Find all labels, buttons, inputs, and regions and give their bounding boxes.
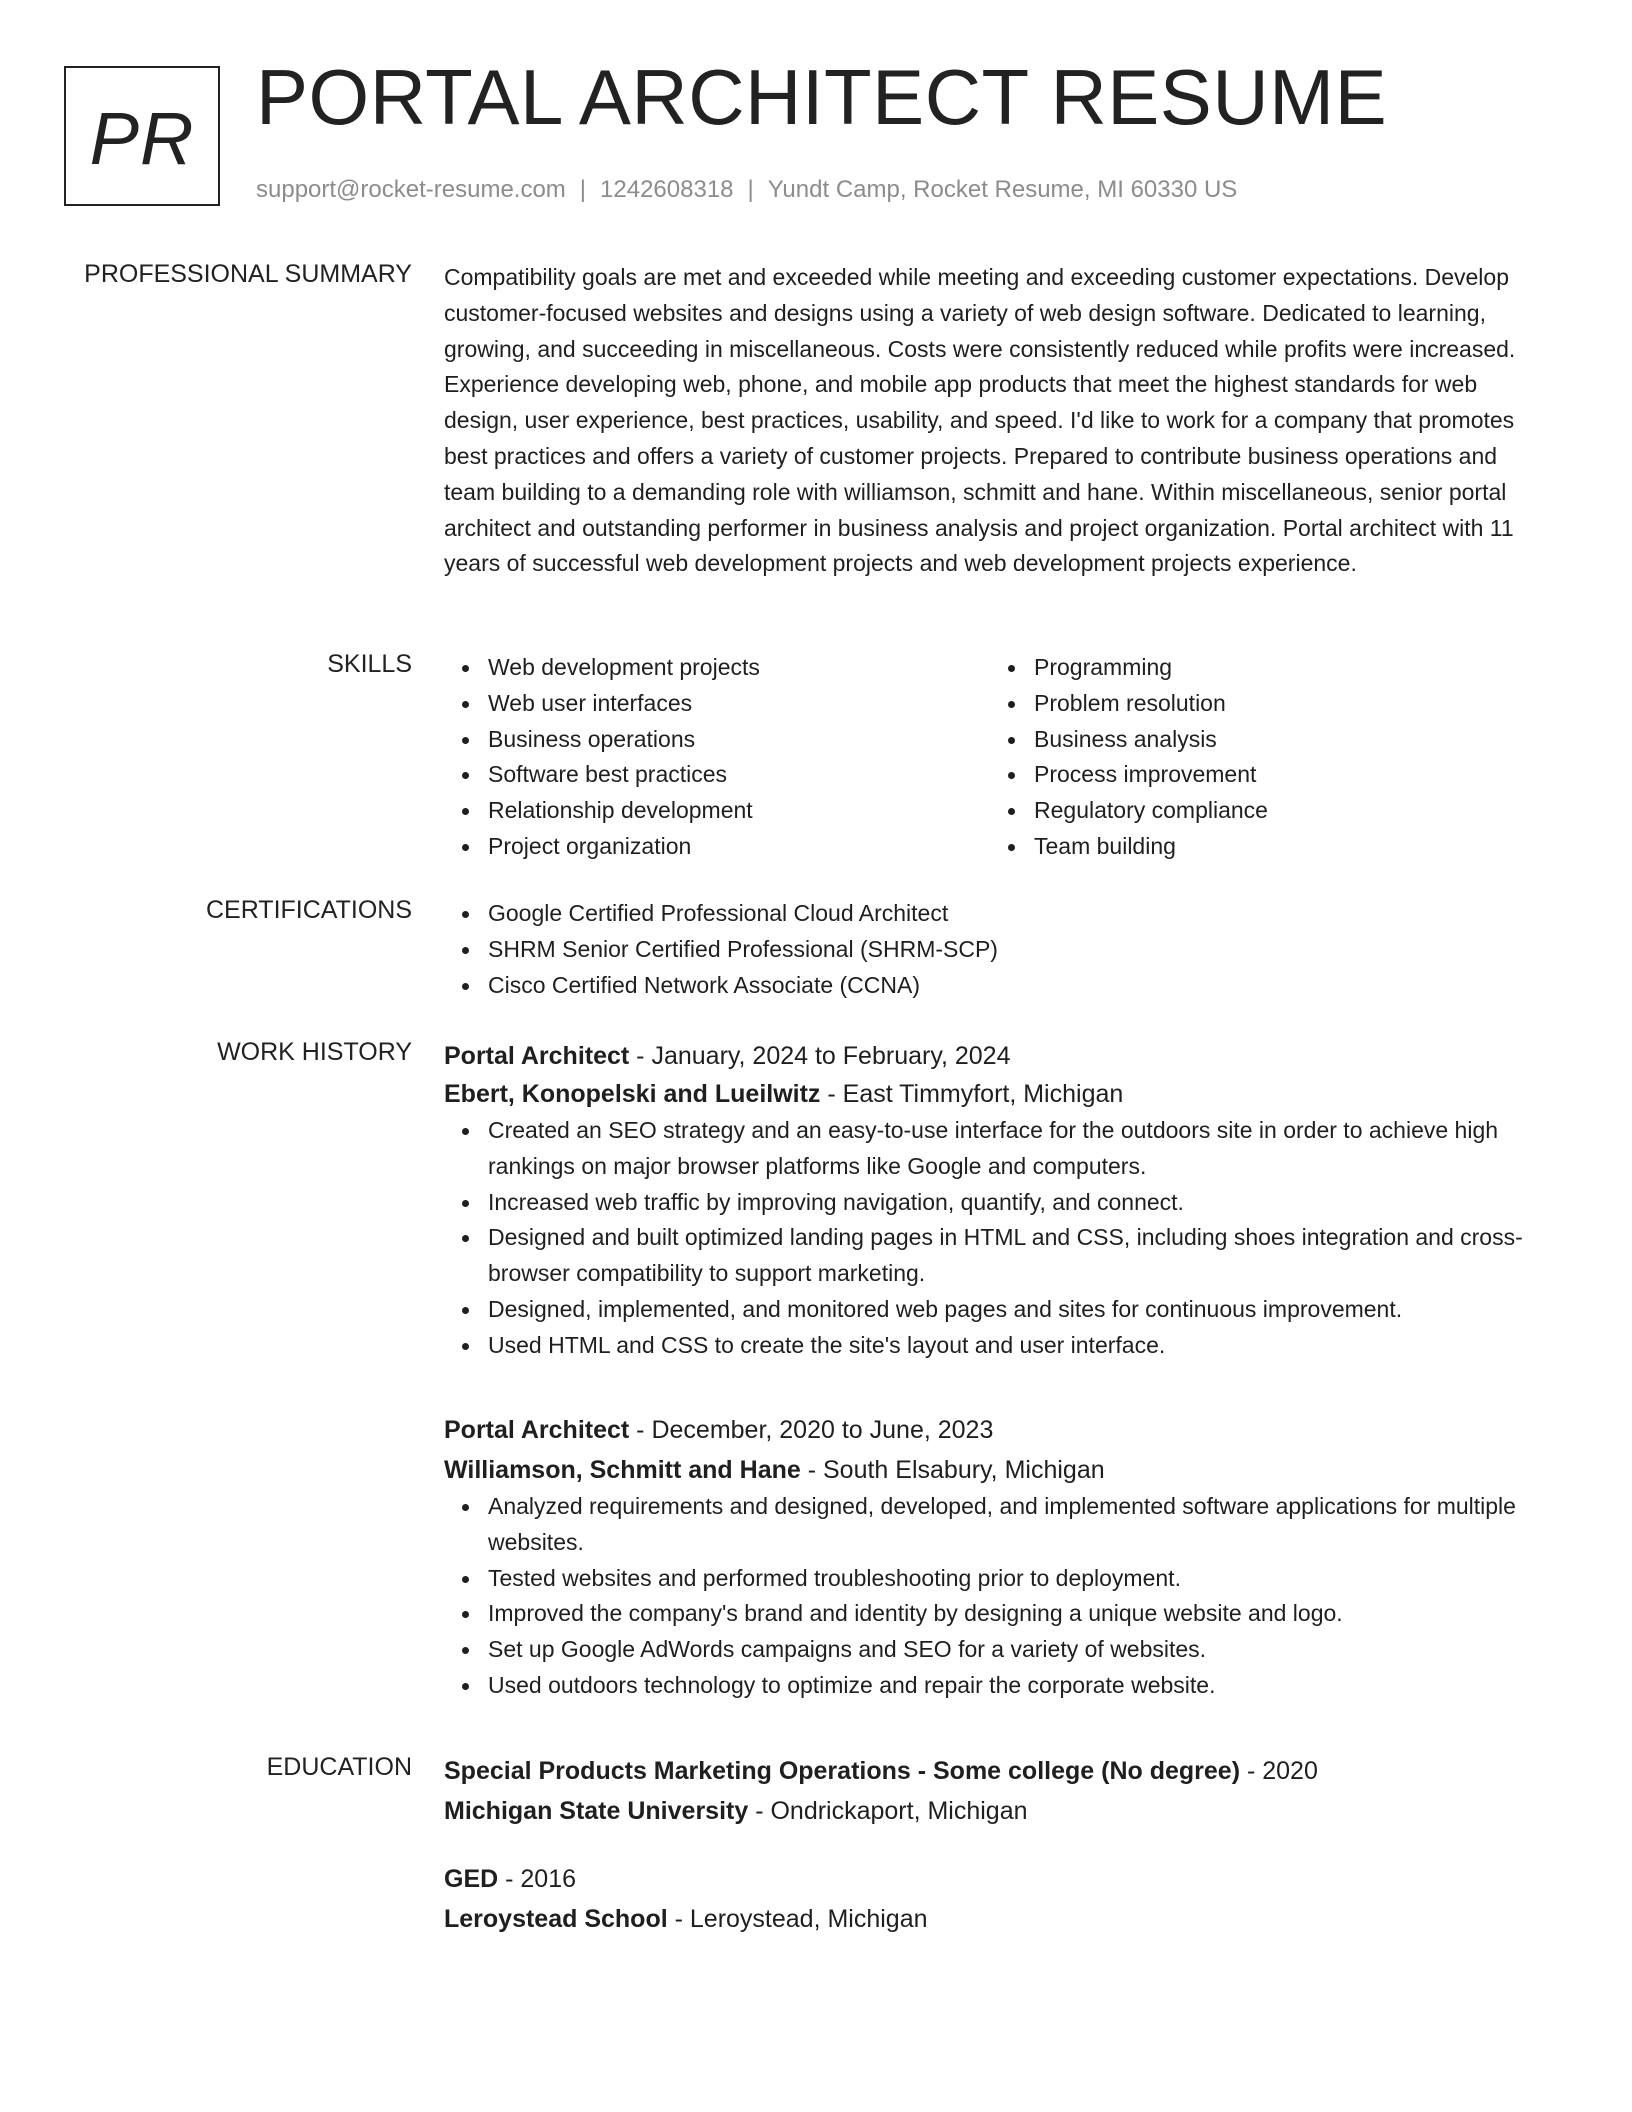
job-company: Williamson, Schmitt and Hane (444, 1456, 801, 1484)
education-year: - 2016 (498, 1865, 577, 1893)
skill-item: Regulatory compliance (1034, 793, 1534, 829)
job-bullet: Increased web traffic by improving navigation, quantify, and connect. (488, 1185, 1554, 1221)
skill-item: Business operations (488, 722, 990, 758)
education-school-line (444, 1792, 1554, 1830)
contact-phone: 1242608318 (600, 176, 734, 203)
skills-list-left (444, 650, 990, 865)
skill-item: Project organization (488, 829, 990, 865)
contact-separator: | (579, 176, 587, 203)
education-degree-line (444, 1860, 1554, 1898)
education-degree-line (444, 1752, 1554, 1790)
job-bullet: Set up Google AdWords campaigns and SEO for a variety of websites. (488, 1632, 1554, 1668)
contact-address: Yundt Camp, Rocket Resume, MI 60330 US (767, 176, 1238, 203)
summary-label: PROFESSIONAL SUMMARY (84, 260, 412, 288)
skill-item: Programming (1034, 650, 1534, 686)
job-title: Portal Architect (444, 1416, 630, 1444)
job-dates: - December, 2020 to June, 2023 (629, 1416, 994, 1444)
job-bullet: Used HTML and CSS to create the site's layout and user interface. (488, 1328, 1554, 1364)
work-history-label: WORK HISTORY (217, 1038, 412, 1066)
summary-text: Compatibility goals are met and exceeded while meeting and exceeding customer expectations. Develop customer-focused websites and designs using a variety of web design software. Dedicated to learning, growing, and succeeding in miscellaneous. Costs were consistently reduced while profits were increased. Experience developing web, phone, and mobile app products that meet the highest standards for web design, user experience, best practices, usability, and speed. I'd like to work for a company that promotes best practices and offers a variety of customer projects. Prepared to contribute business operations and team building to a demanding role with williamson, schmitt and hane. Within miscellaneous, senior portal architect and outstanding performer in business analysis and project organization. Portal architect with 11 years of successful web development projects and web development projects experience. (444, 264, 1516, 577)
skill-item: Business analysis (1034, 722, 1534, 758)
resume-title: PORTAL ARCHITECT RESUME (256, 53, 1388, 141)
job-bullet: Designed, implemented, and monitored web pages and sites for continuous improvement. (488, 1292, 1554, 1328)
certification-item: Cisco Certified Network Associate (CCNA) (488, 968, 1554, 1004)
job-bullet: Designed and built optimized landing pages in HTML and CSS, including shoes integration and cross-browser compatibility to support marketing. (488, 1220, 1554, 1292)
education-location: - Leroystead, Michigan (667, 1905, 928, 1933)
job-title: Portal Architect (444, 1042, 630, 1070)
education-year: - 2020 (1240, 1757, 1318, 1785)
monogram-box (64, 66, 220, 206)
job-entry (444, 1037, 1554, 1364)
job-company-line (444, 1075, 1554, 1113)
education-location: - Ondrickaport, Michigan (748, 1797, 1028, 1825)
skill-item: Relationship development (488, 793, 990, 829)
job-title-line (444, 1411, 1554, 1449)
education-entry (444, 1752, 1554, 1830)
certification-item: Google Certified Professional Cloud Architect (488, 896, 1554, 932)
job-bullets (444, 1113, 1554, 1364)
job-bullet: Improved the company's brand and identity by designing a unique website and logo. (488, 1596, 1554, 1632)
skill-item: Software best practices (488, 757, 990, 793)
contact-line (256, 176, 1237, 204)
education-degree: GED (444, 1865, 499, 1893)
skill-item: Process improvement (1034, 757, 1534, 793)
education-school-line (444, 1900, 1554, 1938)
job-bullet: Created an SEO strategy and an easy-to-use interface for the outdoors site in order to achieve high rankings on major browser platforms like Google and computers. (488, 1113, 1554, 1185)
job-title-line (444, 1037, 1554, 1075)
job-dates: - January, 2024 to February, 2024 (629, 1042, 1011, 1070)
skill-item: Team building (1034, 829, 1534, 865)
contact-email: support@rocket-resume.com (256, 176, 566, 203)
job-location: - South Elsabury, Michigan (800, 1456, 1105, 1484)
skill-item: Web user interfaces (488, 686, 990, 722)
job-location: - East Timmyfort, Michigan (820, 1080, 1124, 1108)
education-school: Michigan State University (444, 1797, 749, 1825)
certifications-list (444, 896, 1554, 1003)
education-label: EDUCATION (266, 1753, 412, 1781)
education-school: Leroystead School (444, 1905, 668, 1933)
contact-separator: | (747, 176, 754, 203)
certification-item: SHRM Senior Certified Professional (SHRM-SCP) (488, 932, 1554, 968)
job-company: Ebert, Konopelski and Lueilwitz (444, 1080, 821, 1108)
job-bullet: Tested websites and performed troubleshooting prior to deployment. (488, 1561, 1554, 1597)
skills-list-right (990, 650, 1534, 865)
skills-label: SKILLS (327, 650, 412, 678)
skill-item: Web development projects (488, 650, 990, 686)
job-bullet: Analyzed requirements and designed, developed, and implemented software applications for multiple websites. (488, 1489, 1554, 1561)
job-bullets (444, 1489, 1554, 1704)
job-company-line (444, 1451, 1554, 1489)
education-entry (444, 1860, 1554, 1938)
job-entry (444, 1411, 1554, 1704)
job-bullet: Used outdoors technology to optimize and repair the corporate website. (488, 1668, 1554, 1704)
skill-item: Problem resolution (1034, 686, 1534, 722)
certifications-label: CERTIFICATIONS (205, 896, 412, 924)
education-degree: Special Products Marketing Operations - Some college (No degree) (444, 1757, 1241, 1785)
monogram-initials: PR (89, 96, 195, 180)
